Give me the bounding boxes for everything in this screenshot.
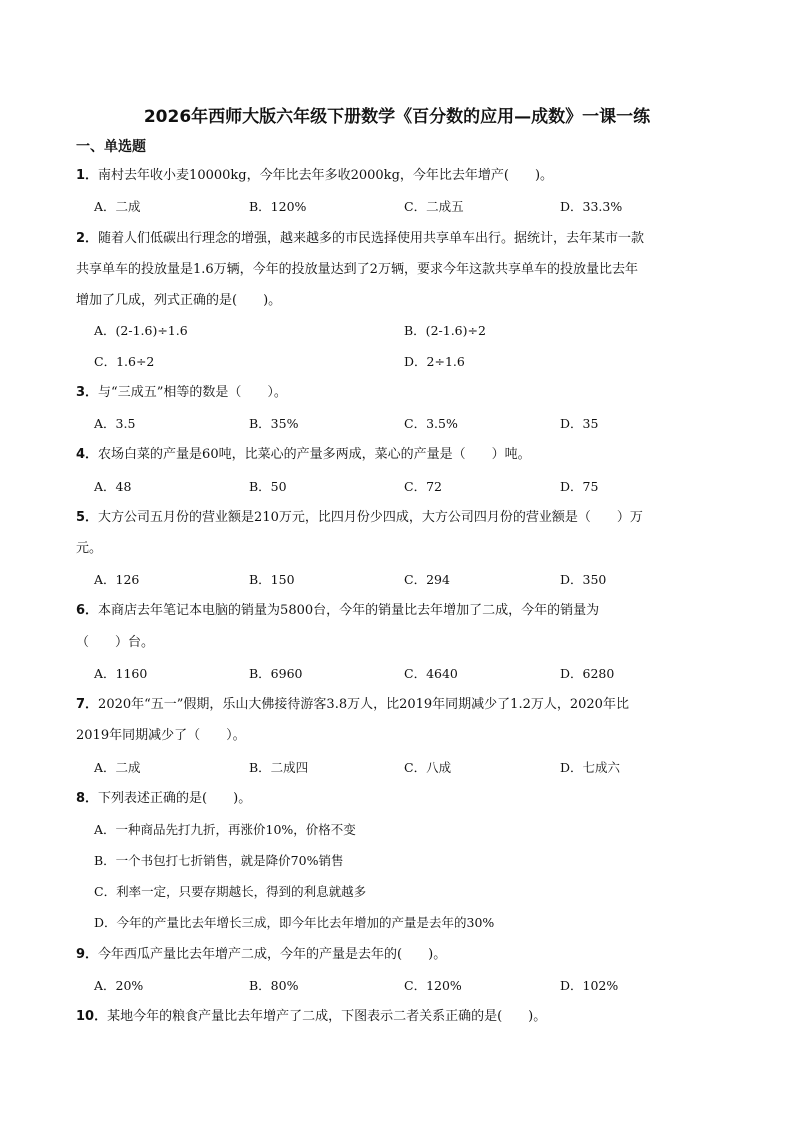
question-8-option-b: B．一个书包打七折销售，就是降价70%销售 [94, 853, 344, 868]
question-9-option-d: D．102% [560, 978, 619, 993]
question-9-option-c: C．120% [404, 978, 462, 993]
question-1-stem: 1．南村去年收小麦10000kg，今年比去年多收2000kg，今年比去年增产( )。 [76, 168, 554, 183]
question-8-option-a: A．一种商品先打九折，再涨价10%，价格不变 [94, 822, 356, 837]
question-5-stem-line-2: 元。 [76, 541, 103, 556]
question-8-option-c: C．利率一定，只要存期越长，得到的利息就越多 [94, 884, 367, 899]
question-7-stem-line-2: 2019年同期减少了（ ）。 [76, 728, 246, 743]
question-5-stem: 5．大方公司五月份的营业额是210万元，比四月份少四成，大方公司四月份的营业额是（ ）万 [76, 510, 643, 525]
question-9-stem: 9．今年西瓜产量比去年增产二成，今年的产量是去年的( )。 [76, 947, 447, 962]
question-3-option-d: D．35 [560, 416, 599, 431]
question-6-option-c: C．4640 [404, 666, 458, 681]
question-7-option-c: C．八成 [404, 760, 452, 775]
question-5-option-c: C．294 [404, 572, 450, 587]
question-6-stem: 6．本商店去年笔记本电脑的销量为5800台，今年的销量比去年增加了二成，今年的销量为 [76, 603, 600, 618]
question-6-option-a: A．1160 [94, 666, 148, 681]
question-4-option-b: B．50 [249, 479, 287, 494]
question-10-stem: 10．某地今年的粮食产量比去年增产了二成，下图表示二者关系正确的是( )。 [76, 1009, 547, 1024]
question-3-option-a: A．3.5 [94, 416, 136, 431]
question-7-stem: 7．2020年“五一”假期，乐山大佛接待游客3.8万人，比2019年同期减少了1.2万人，2020年比 [76, 697, 629, 712]
question-8-stem: 8．下列表述正确的是( )。 [76, 791, 252, 806]
question-1-option-b: B．120% [249, 199, 307, 214]
question-4-option-c: C．72 [404, 479, 442, 494]
question-2-option-a: A．(2-1.6)÷1.6 [94, 323, 188, 338]
question-2-stem-line-3: 增加了几成，列式正确的是( )。 [76, 293, 282, 308]
question-6-stem-line-2: （ ）台。 [76, 635, 155, 650]
question-7-option-a: A．二成 [94, 760, 141, 775]
question-6-option-d: D．6280 [560, 666, 615, 681]
question-2-option-d: D．2÷1.6 [404, 354, 465, 369]
question-7-option-b: B．二成四 [249, 760, 309, 775]
question-2-option-b: B．(2-1.6)÷2 [404, 323, 486, 338]
question-4-option-d: D．75 [560, 479, 599, 494]
question-9-option-b: B．80% [249, 978, 299, 993]
question-1-option-d: D．33.3% [560, 199, 623, 214]
question-3-stem: 3．与“三成五”相等的数是（ ）。 [76, 385, 287, 400]
question-9-option-a: A．20% [94, 978, 144, 993]
worksheet-title: 2026年西师大版六年级下册数学《百分数的应用—成数》一课一练 [143, 107, 651, 127]
question-7-option-d: D．七成六 [560, 760, 621, 775]
question-1-option-a: A．二成 [94, 199, 141, 214]
question-8-option-d: D．今年的产量比去年增长三成，即今年比去年增加的产量是去年的30% [94, 915, 495, 930]
question-2-option-c: C．1.6÷2 [94, 354, 155, 369]
question-4-option-a: A．48 [94, 479, 132, 494]
question-4-stem: 4．农场白菜的产量是60吨，比菜心的产量多两成，菜心的产量是（ ）吨。 [76, 447, 531, 462]
question-3-option-b: B．35% [249, 416, 299, 431]
section-heading: 一、单选题 [76, 139, 146, 155]
question-3-option-c: C．3.5% [404, 416, 458, 431]
question-6-option-b: B．6960 [249, 666, 303, 681]
question-5-option-a: A．126 [94, 572, 140, 587]
question-5-option-b: B．150 [249, 572, 295, 587]
question-5-option-d: D．350 [560, 572, 607, 587]
question-2-stem-line-2: 共享单车的投放量是1.6万辆，今年的投放量达到了2万辆，要求今年这款共享单车的投放量比去年 [76, 262, 638, 277]
question-1-option-c: C．二成五 [404, 199, 464, 214]
question-2-stem: 2．随着人们低碳出行理念的增强，越来越多的市民选择使用共享单车出行。据统计，去年某市一款 [76, 231, 645, 246]
